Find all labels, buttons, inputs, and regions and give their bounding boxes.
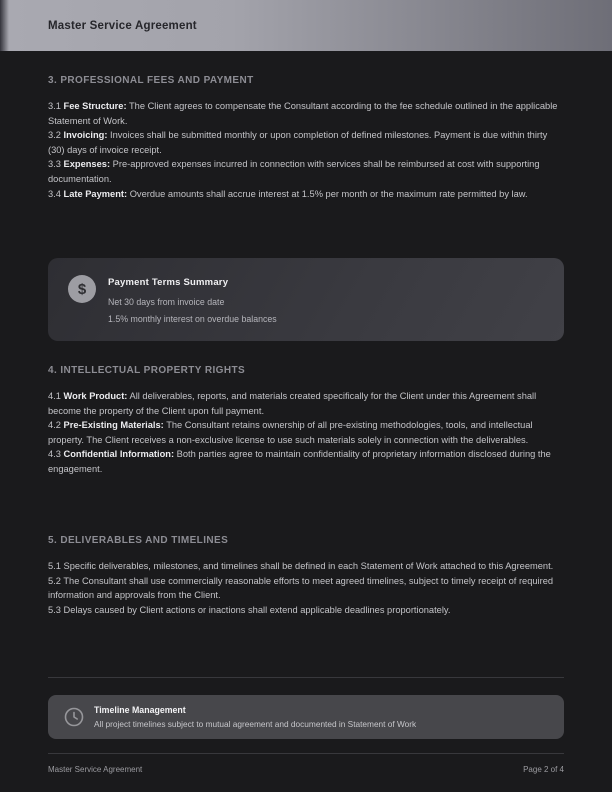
payment-card-title: Payment Terms Summary bbox=[108, 277, 229, 288]
clause-number: 3.1 bbox=[48, 101, 61, 111]
page-footer bbox=[48, 765, 564, 774]
payment-card-content bbox=[108, 277, 277, 327]
clock-icon bbox=[64, 707, 84, 727]
footer-page-number: Page 2 of 4 bbox=[523, 765, 564, 774]
timeline-card-text: All project timelines subject to mutual agreement and documented in Statement of Work bbox=[94, 719, 417, 729]
clause-lead: Work Product: bbox=[63, 391, 128, 401]
clause-number: 3.4 bbox=[48, 188, 61, 199]
clause-text: The Consultant shall use commercially reasonable efforts to meet agreed timelines, subject to timely receipt of required information and approvals from the Client. bbox=[48, 575, 554, 601]
clause-number: 5.2 bbox=[48, 575, 61, 586]
timeline-card-title: Timeline Management bbox=[94, 705, 186, 715]
clause-number: 4.2 bbox=[48, 420, 61, 431]
clause-lead: Confidential Information: bbox=[63, 449, 175, 460]
divider bbox=[48, 753, 564, 754]
clause-text: Pre-approved expenses incurred in connection with services shall be reimbursed at cost with supporting documentation. bbox=[48, 159, 540, 184]
clause-number: 3.2 bbox=[48, 130, 61, 141]
clause-5-3 bbox=[48, 603, 564, 618]
clause-4-3 bbox=[48, 447, 564, 476]
payment-card-line: Net 30 days from invoice date bbox=[108, 297, 225, 307]
clause-number: 4.3 bbox=[48, 449, 61, 460]
clause-3-2 bbox=[48, 128, 564, 157]
clause-text: Overdue amounts shall accrue interest at 1.5% per month or the maximum rate permitted by law. bbox=[129, 188, 528, 199]
clause-text: Delays caused by Client actions or inactions shall extend applicable deadlines proportionately. bbox=[63, 604, 451, 615]
clause-4-1 bbox=[48, 389, 564, 418]
section-fees-and-payment bbox=[48, 75, 564, 201]
timeline-card bbox=[48, 695, 564, 739]
footer-document-name: Master Service Agreement bbox=[48, 765, 143, 774]
clause-lead: Expenses: bbox=[63, 159, 111, 170]
clause-text: The Consultant retains ownership of all pre-existing methodologies, tools, and intellectual property. The Client receives a non-exclusive license to use such materials solely in connection with the deliverables. bbox=[48, 420, 533, 445]
clause-number: 4.1 bbox=[48, 391, 61, 401]
clause-text: Invoices shall be submitted monthly or upon completion of defined milestones. Payment is due within thirty (30) days of invoice receipt. bbox=[48, 130, 548, 155]
section-heading: 4. INTELLECTUAL PROPERTY RIGHTS bbox=[48, 365, 246, 376]
payment-terms-card bbox=[48, 258, 564, 341]
clause-3-1 bbox=[48, 99, 564, 128]
payment-card-line: 1.5% monthly interest on overdue balances bbox=[108, 313, 277, 324]
clause-number: 5.1 bbox=[48, 561, 61, 571]
clause-4-2 bbox=[48, 418, 564, 447]
section-heading: 3. PROFESSIONAL FEES AND PAYMENT bbox=[48, 75, 254, 86]
dollar-icon: $ bbox=[68, 275, 96, 303]
page-header-band bbox=[0, 0, 612, 51]
clause-lead: Invoicing: bbox=[63, 130, 108, 141]
document-title: Master Service Agreement bbox=[48, 19, 197, 32]
divider bbox=[48, 677, 564, 678]
clause-text: All deliverables, reports, and materials created specifically for the Client under this Agreement shall become the property of the Client upon full payment. bbox=[48, 391, 537, 416]
section-deliverables-timelines bbox=[48, 535, 564, 617]
clause-lead: Late Payment: bbox=[63, 188, 128, 199]
clause-3-3 bbox=[48, 157, 564, 186]
clause-5-1 bbox=[48, 559, 564, 574]
clause-text: The Client agrees to compensate the Consultant according to the fee schedule outlined in the applicable Statement of Work. bbox=[48, 101, 558, 126]
clause-lead: Pre-Existing Materials: bbox=[63, 420, 164, 431]
clause-5-2 bbox=[48, 574, 564, 603]
timeline-card-content bbox=[94, 704, 416, 731]
clause-lead: Fee Structure: bbox=[63, 101, 127, 111]
clause-text: Both parties agree to maintain confidentiality of proprietary information disclosed during the engagement. bbox=[48, 449, 551, 474]
clause-number: 5.3 bbox=[48, 604, 61, 615]
clause-text: Specific deliverables, milestones, and timelines shall be defined in each Statement of Work attached to this Agreement. bbox=[63, 561, 554, 571]
clause-3-4 bbox=[48, 187, 564, 202]
clause-number: 3.3 bbox=[48, 159, 61, 170]
section-heading: 5. DELIVERABLES AND TIMELINES bbox=[48, 535, 229, 546]
section-intellectual-property bbox=[48, 365, 564, 477]
